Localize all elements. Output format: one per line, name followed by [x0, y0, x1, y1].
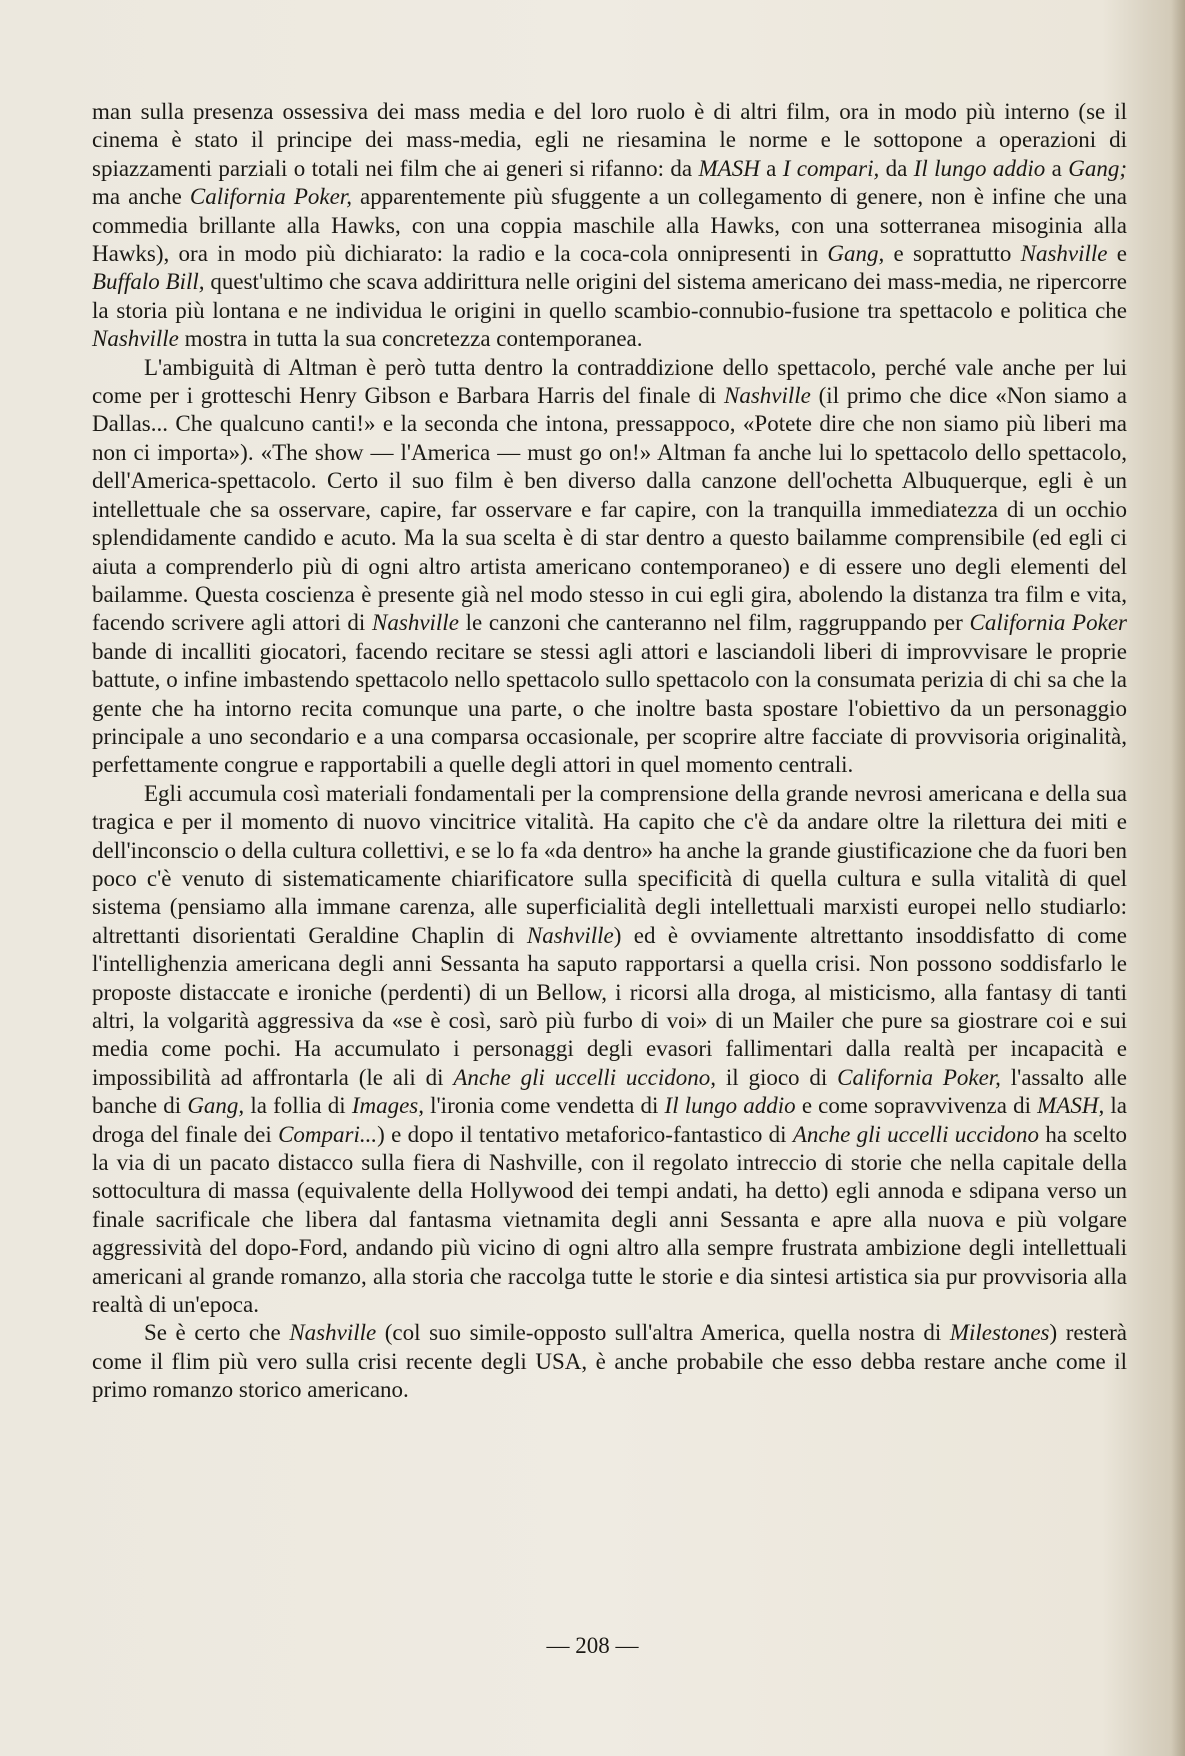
- text-run: e come sopravvivenza di: [795, 1093, 1038, 1119]
- italic-title: Nashville: [724, 383, 811, 409]
- italic-title: Il lungo addio: [913, 155, 1046, 181]
- italic-title: MASH: [698, 155, 760, 181]
- text-run: ) resterà come il flim più vero sulla crisi recente degli USA, è anche probabile che esso debba restare anche come il primo romanzo storico americano.: [92, 1320, 1127, 1403]
- italic-title: Nashville: [526, 922, 614, 948]
- italic-title: Gang;: [1068, 155, 1127, 181]
- text-run: ha scelto la via di un pacato distacco sulla fiera di Nashville, con il regolato intreccio di storie che nella capitale della sottocultura di massa (equivalente della Hollywood dei tempi andati, ha detto) egli annoda e sdipana verso un finale sacrificale che libera dal fantasma vietnamita degli anni Sessanta e apre alla nuova e più volgare aggressività del dopo-Ford, andando più vicino di ogni altro alla sempre frustrata ambizione degli intellettuali americani al grande romanzo, alla storia che raccolga tutte le storie e dia sintesi artistica sia pur provvisoria alla realtà di un'epoca.: [92, 1121, 1127, 1318]
- text-run: le canzoni che canteranno nel film, raggruppando per: [458, 610, 970, 636]
- italic-title: Milestones: [949, 1320, 1050, 1346]
- text-run: l'ironia come vendetta di: [424, 1093, 665, 1119]
- italic-title: Compari...: [278, 1121, 378, 1147]
- text-run: ) ed è ovviamente altrettanto insoddisfatto di come l'intellighenzia americana degli anni Sessanta ha saputo rapportarsi a quella crisi. Non possono soddisfarlo le proposte distaccate e ironiche (perdenti) di un Bellow, i ricorsi alla droga, al misticismo, alla fantasy di tanti altri, la volgarità aggressiva da «se è così, sarò più furbo di voi» di un Mailer che pure sa giostrare coi e sui media come pochi. Ha accumulato i personaggi degli evasori fallimentari dalla realtà per incapacità e impossibilità ad affrontarla (le ali di: [92, 922, 1128, 1090]
- italic-title: California Poker: [969, 610, 1127, 636]
- italic-title: Images,: [351, 1093, 424, 1119]
- italic-title: MASH,: [1037, 1093, 1105, 1119]
- italic-title: Nashville: [372, 610, 459, 636]
- body-text: [92, 98, 1127, 1405]
- text-run: apparentemente più sfuggente a un collegamento di genere, non è infine che una commedia brillante alla Hawks, con una coppia maschile alla Hawks, con una sotterranea misoginia alla Hawks), ora in modo più dichiarato: la radio e la coca-cola onnipresenti in: [92, 184, 1127, 267]
- italic-title: Buffalo Bill,: [92, 269, 205, 295]
- text-run: l'assalto alle banche di: [92, 1064, 1127, 1119]
- italic-title: Il lungo addio: [664, 1093, 796, 1119]
- text-run: man sulla presenza ossessiva dei mass media e del loro ruolo è di altri film, ora in modo più interno (se il cinema è stato il principe dei mass-media, egli ne riesamina le norme e le sottopone a operazioni di spiazzamenti parziali o totali nei film che ai generi si rifanno: da: [92, 99, 1127, 181]
- italic-title: Nashville: [289, 1320, 377, 1346]
- italic-title: Anche gli uccelli uccidono: [792, 1121, 1040, 1147]
- italic-title: California Poker,: [837, 1064, 1001, 1090]
- italic-title: Nashville: [92, 326, 179, 352]
- text-run: Egli accumula così materiali fondamentali per la comprensione della grande nevrosi americana e della sua tragica e per il momento di nuovo vincitrice vitalità. Ha capito che c'è da andare oltre la rilettura dei miti e dell'inconscio o della cultura collettivi, e se lo fa «da dentro» ha anche la grande giustificazione che da fuori ben poco c'è venuto di sistematicamente chiarificatore sulla specificità di quella cultura e sulla vitalità di quel sistema (pensiamo alla immane carenza, alle superficialità degli intellettuali marxisti europei nello studiarlo: altrettanti disorientati Geraldine Chaplin di: [92, 780, 1127, 948]
- page-edge-shadow: [1171, 0, 1185, 1756]
- text-run: L'ambiguità di Altman è però tutta dentro la contraddizione dello spettacolo, perché vale anche per lui come per i grotteschi Henry Gibson e Barbara Harris del finale di: [92, 354, 1127, 409]
- paragraph: [92, 354, 1127, 780]
- text-run: da: [879, 155, 914, 181]
- paragraph: [92, 1319, 1127, 1404]
- text-run: quest'ultimo che scava addirittura nelle origini del sistema americano dei mass-media, ne ripercorre la storia più lontana e ne individua le origini in quello scambio-connubio-fusione tra spettacolo e politica che: [92, 269, 1127, 323]
- italic-title: Gang,: [827, 241, 885, 267]
- text-run: la droga del finale dei: [92, 1093, 1127, 1147]
- text-run: (il primo che dice «Non siamo a Dallas... Che qualcuno canti!» e la seconda che intona, pressappoco, «Potete dire che non siamo più liberi ma non ci importa»). «The show — l'America — must go on!» Altman fa anche lui lo spettacolo dello spettacolo, dell'America-spettacolo. Certo il suo film è ben diverso dalla canzone dell'ochetta Albuquerque, egli è un intellettuale che sa osservare, capire, far osservare e far capire, con la tranquilla immediatezza di un occhio splendidamente candido e acuto. Ma la sua scelta è di star dentro a questo bailamme comprensibile (ed egli ci aiuta a comprenderlo più di ogni altro artista americano contemporaneo) e di essere uno degli elementi del bailamme. Questa coscienza è presente già nel modo stesso in cui egli gira, abolendo la distanza tra film e vita, facendo scrivere agli attori di: [92, 383, 1127, 636]
- text-run: Se è certo che: [144, 1320, 290, 1346]
- text-run: (col suo simile-opposto sull'altra America, quella nostra di: [376, 1320, 950, 1346]
- text-run: la follia di: [244, 1093, 352, 1119]
- italic-title: I compari,: [782, 155, 880, 181]
- text-run: il gioco di: [715, 1064, 838, 1090]
- italic-title: California Poker,: [189, 184, 352, 210]
- text-run: ) e dopo il tentativo metaforico-fantastico di: [377, 1121, 793, 1147]
- text-run: ma anche: [92, 184, 190, 210]
- text-run: mostra in tutta la sua concretezza contemporanea.: [178, 326, 643, 352]
- paragraph: [92, 98, 1127, 354]
- text-run: e: [1107, 241, 1127, 267]
- text-run: e soprattutto: [884, 241, 1021, 267]
- italic-title: Nashville: [1020, 241, 1108, 267]
- page-number: — 208 —: [546, 1633, 639, 1658]
- italic-title: Anche gli uccelli uccidono,: [453, 1064, 716, 1090]
- text-run: a: [1045, 155, 1069, 181]
- paragraph: [92, 780, 1127, 1320]
- text-run: a: [759, 155, 783, 181]
- text-run: bande di incalliti giocatori, facendo recitare se stessi agli attori e lasciandoli liberi di improvvisare le proprie battute, o infine imbastendo spettacolo nello spettacolo sullo spettacolo con la consumata perizia di chi sa che la gente che ha intorno recita comunque una parte, o che inoltre basta spostare l'obiettivo da un personaggio principale a uno secondario e a una comparsa occasionale, per scoprire altre facciate di provvisoria originalità, perfettamente congrue e rapportabili a quelle degli attori in quel momento centrali.: [92, 638, 1127, 778]
- italic-title: Gang,: [187, 1093, 245, 1119]
